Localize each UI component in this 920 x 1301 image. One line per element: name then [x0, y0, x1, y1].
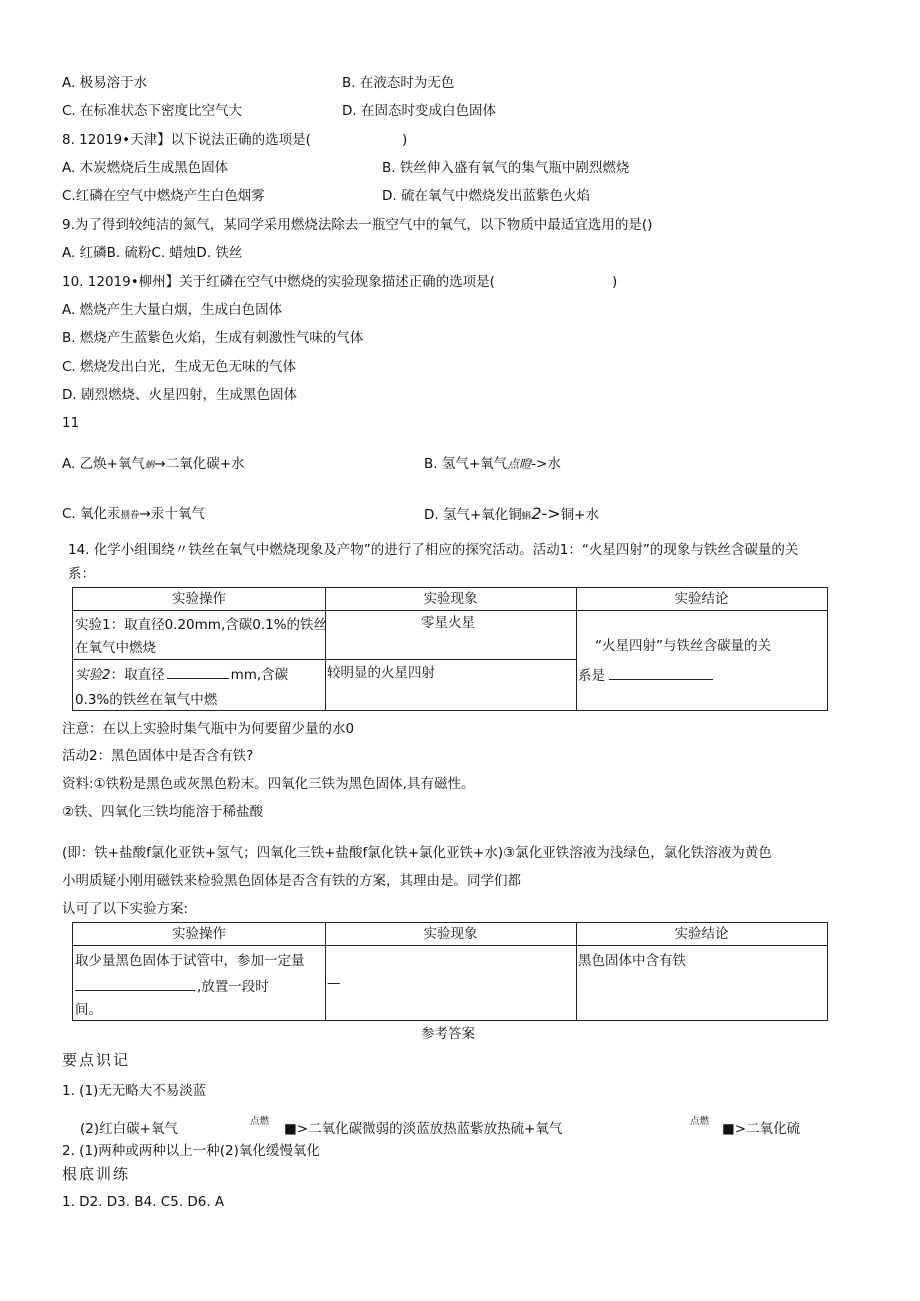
q14-info-1: 资料:①铁粉是黑色或灰黑色粉末。四氧化三铁为黑色固体,具有磁性。 [62, 776, 475, 792]
conclusion-blank[interactable] [609, 666, 713, 680]
q7-option-c: C. 在标准状态下密度比空气大 [62, 103, 243, 119]
table1-row1-operation-line1: 实验1：取直径0.20mm,含碳0.1%的铁丝 [75, 617, 328, 633]
q7-option-d: D. 在固态时变成白色固体 [342, 103, 496, 119]
q10-option-a: A. 燃烧产生大量白烟，生成白色固体 [62, 302, 283, 318]
table2-phenomenon: — [327, 975, 341, 991]
table1-row2-phenomenon: 较明显的火星四射 [327, 665, 435, 681]
answers-condition-1: 点燃 [250, 1116, 270, 1127]
table1-row2-operation-line1: 实验2：取直径 mm,含碳 [75, 667, 289, 683]
q8-option-b: B. 铁丝伸入盛有氧气的集气瓶中剧烈燃烧 [382, 160, 630, 176]
table1-conclusion-line1: “火星四射”与铁丝含碳量的关 [595, 638, 771, 654]
q8-option-a: A. 木炭燃烧后生成黑色固体 [62, 160, 229, 176]
q11-option-c: C. 氧化汞捌眷→汞十氧气 [62, 506, 205, 522]
q10-option-d: D. 剧烈燃烧、火星四射，生成黑色固体 [62, 387, 297, 403]
answers-section-basic-training: 根底训练 [62, 1165, 131, 1183]
q14-activity2: 活动2：黑色固体中是否含有铁? [62, 748, 254, 764]
experiment-table-2 [72, 922, 828, 1021]
table2-header-phenomenon: 实验现象 [423, 926, 478, 942]
table2-header-conclusion: 实验结论 [674, 926, 729, 942]
table1-header-operation: 实验操作 [172, 591, 226, 607]
q8-close: ) [402, 132, 408, 148]
reagent-blank[interactable] [75, 977, 195, 991]
q7-option-a: A. 极易溶于水 [62, 75, 148, 91]
q10-option-b: B. 燃烧产生蓝紫色火焰，生成有刺激性气味的气体 [62, 330, 364, 346]
q14-stem-line1: 14. 化学小组围绕〃铁丝在氧气中燃烧现象及产物”的进行了相应的探究活动。活动1：“火星四射”的现象与铁丝含碳量的关 [68, 542, 799, 558]
q14-note: 注意：在以上实验时集气瓶中为何要留少量的水0 [62, 721, 355, 737]
table2-operation-line2: ,放置一段时 [75, 977, 269, 996]
q7-option-b: B. 在液态时为无色 [342, 75, 455, 91]
answers-line-3: 2. (1)两种或两种以上一种(2)氧化缓慢氧化 [62, 1143, 320, 1159]
table1-header-conclusion: 实验结论 [674, 591, 729, 607]
q11-number: 11 [62, 415, 80, 431]
q14-info-5: 认可了以下实验方案: [62, 901, 189, 917]
answers-line-1: 1. (1)无无略大不易淡蓝 [62, 1083, 207, 1099]
q11-option-a: A. 乙焕+氧气蝌→二氧化碳+水 [62, 456, 245, 472]
table1-row1-phenomenon: 零星火星 [421, 615, 475, 631]
q10-close: ) [612, 274, 618, 290]
answers-line-4: 1. D2. D3. B4. C5. D6. A [62, 1194, 225, 1210]
q14-info-2: ②铁、四氧化三铁均能溶于稀盐酸 [62, 804, 264, 820]
q8-option-c: C.红磷在空气中燃烧产生白色烟雾 [62, 188, 265, 204]
table1-row1-operation-line2: 在氧气中燃烧 [75, 640, 156, 656]
table2-conclusion: 黑色固体中含有铁 [578, 953, 686, 969]
q11-option-b: B. 氢气+氧气点瞪->水 [424, 456, 561, 472]
table2-header-operation: 实验操作 [172, 926, 226, 942]
q8-option-d: D. 硫在氧气中燃烧发出蓝紫色火焰 [382, 188, 590, 204]
q9-stem: 9.为了得到较纯洁的氮气，某同学采用燃烧法除去一瓶空气中的氧气，以下物质中最适宜选用的是() [62, 217, 653, 233]
answers-line-2b: ■>二氧化碳微弱的淡蓝放热蓝紫放热硫+氧气 [284, 1121, 563, 1137]
table2-operation-line3: 间。 [75, 1002, 102, 1018]
answers-line-2a: (2)红白碳+氧气 [80, 1121, 178, 1137]
answers-condition-2: 点燃 [690, 1116, 710, 1127]
answers-title: 参考答案 [421, 1026, 475, 1042]
q10-stem: 10. 12019•柳州】关于红磷在空气中燃烧的实验现象描述正确的选项是( [62, 274, 495, 290]
answers-line-2c: ■>二氧化硫 [722, 1121, 801, 1137]
q9-options: A. 红磷B. 硫粉C. 蜡烛D. 铁丝 [62, 245, 243, 261]
table1-conclusion-line2: 系是 [578, 666, 713, 685]
experiment-table-1 [72, 587, 828, 711]
table1-header-phenomenon: 实验现象 [423, 591, 478, 607]
q14-info-4: 小明质疑小刚用磁铁来检验黑色固体是否含有铁的方案，其理由是。同学们都 [62, 873, 521, 889]
q8-stem: 8. 12019•天津】以下说法正确的选项是( [62, 132, 311, 148]
q11-option-d: D. 氢气+氧化铜蝌2->铜+水 [424, 504, 599, 523]
table1-row2-operation-line2: 0.3%的铁丝在氧气中燃 [75, 692, 218, 708]
q14-stem-line2: 系： [68, 566, 95, 582]
answers-section-key-points: 要点识记 [62, 1051, 131, 1069]
q10-option-c: C. 燃烧发出白光，生成无色无味的气体 [62, 359, 297, 375]
table2-operation-line1: 取少量黑色固体于试管中，参加一定量 [75, 953, 305, 969]
q14-info-3: (即：铁+盐酸f氯化亚铁+氢气；四氧化三铁+盐酸f氯化铁+氯化亚铁+水)③氯化亚铁溶液为浅绿色，氯化铁溶液为黄色 [62, 845, 772, 861]
